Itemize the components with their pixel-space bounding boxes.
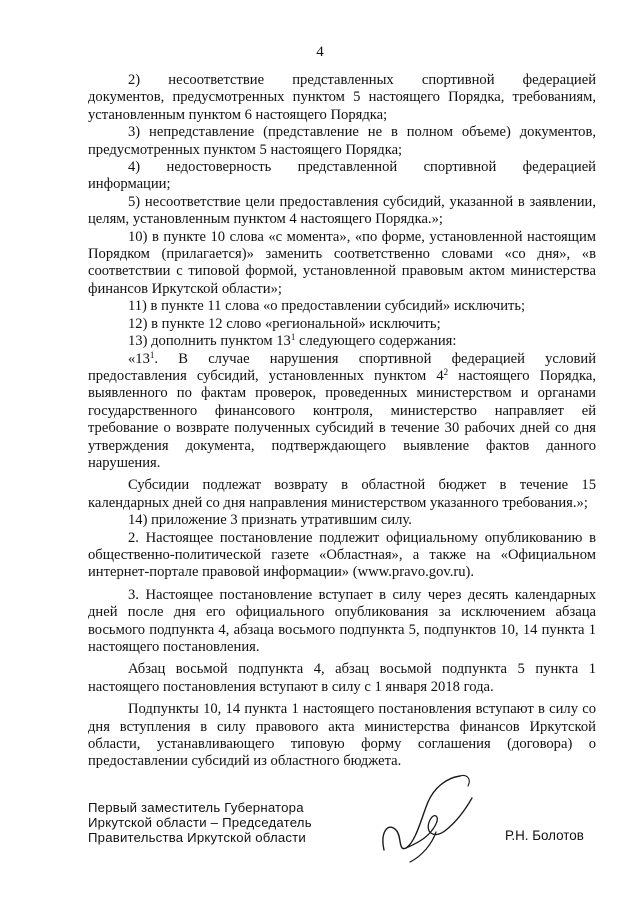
paragraph-effective-legal-act: Подпункты 10, 14 пункта 1 настоящего постановления вступают в силу со дня вступления в силу правового акта министерства финансов Иркутской области, устанавливающего типовую форму соглашения (договора) о предоставлении субсидий из областного бюджета. — [88, 701, 596, 770]
paragraph-point-13-1: «$13^1$. В случае нарушения спортивной федерацией условий предоставления субсидий, установленных пунктом $4^2$ настоящего Порядка, выявленного по фактам проверок, проведенных министерством и органами государственного финансового контроля, министерство направляет ей требование о возврате полученных субсидий в течение 30 рабочих дней со дня утверждения документа, подтверждающего выявление фактов данного нарушения. — [88, 349, 596, 471]
paragraph-item-13: 13) дополнить пунктом $13^1$ следующего содержания: — [128, 332, 457, 350]
paragraph-subsidy-return: Субсидии подлежат возврату в областной бюджет в течение 15 календарных дней со дня направления министерством указанного требования.»; — [88, 477, 596, 511]
paragraph-item-14: 14) приложение 3 признать утратившим силу. — [128, 512, 412, 529]
page-number: 4 — [316, 44, 324, 60]
signatory-title-line-1: Первый заместитель Губернатора — [88, 800, 304, 815]
document-body — [88, 72, 596, 771]
paragraph-item-11: 11) в пункте 11 слова «о предоставлении субсидий» исключить; — [128, 298, 526, 315]
paragraph-item-12: 12) в пункте 12 слово «региональной» исключить; — [128, 315, 441, 332]
paragraph-publication: 2. Настоящее постановление подлежит официальному опубликованию в общественно-политической газете «Областная», а также на «Официальном интернет-портале правовой информации» (www.pravo.gov.ru). — [88, 529, 596, 581]
paragraph-item-4: 4) недостоверность представленной спортивной федерацией информации; — [88, 159, 596, 193]
signatory-title — [88, 800, 312, 845]
paragraph-item-2: 2) несоответствие представленных спортивной федерацией документов, предусмотренных пунктом 5 настоящего Порядка, требованиям, установленным пунктом 6 настоящего Порядка; — [88, 72, 596, 123]
paragraph-item-5: 5) несоответствие цели предоставления субсидий, указанной в заявлении, целям, установленным пунктом 4 настоящего Порядка.»; — [88, 193, 596, 228]
paragraph-item-10: 10) в пункте 10 слова «с момента», «по форме, установленной настоящим Порядком (прилагается)» заменить соответственно словами «со дня», «в соответствии с типовой формой, установленной правовым актом министерства финансов Иркутской области»; — [88, 228, 596, 297]
signatory-title-line-3: Правительства Иркутской области — [88, 830, 306, 845]
paragraph-effective-2018: Абзац восьмой подпункта 4, абзац восьмой подпункта 5 пункта 1 настоящего постановления вступают в силу с 1 января 2018 года. — [88, 661, 596, 695]
signatory-title-line-2: Иркутской области – Председатель — [88, 815, 312, 830]
paragraph-item-3: 3) непредставление (представление не в полном объеме) документов, предусмотренных пунктом 5 настоящего Порядка; — [88, 124, 596, 158]
paragraph-entry-into-force: 3. Настоящее постановление вступает в силу через десять календарных дней после дня его официального опубликования за исключением абзаца восьмого подпункта 4, абзаца восьмого подпункта 5, подпунктов 10, 14 пункта 1 настоящего постановления. — [88, 586, 596, 655]
signatory-name: Р.Н. Болотов — [505, 828, 584, 843]
handwritten-signature — [376, 772, 486, 867]
